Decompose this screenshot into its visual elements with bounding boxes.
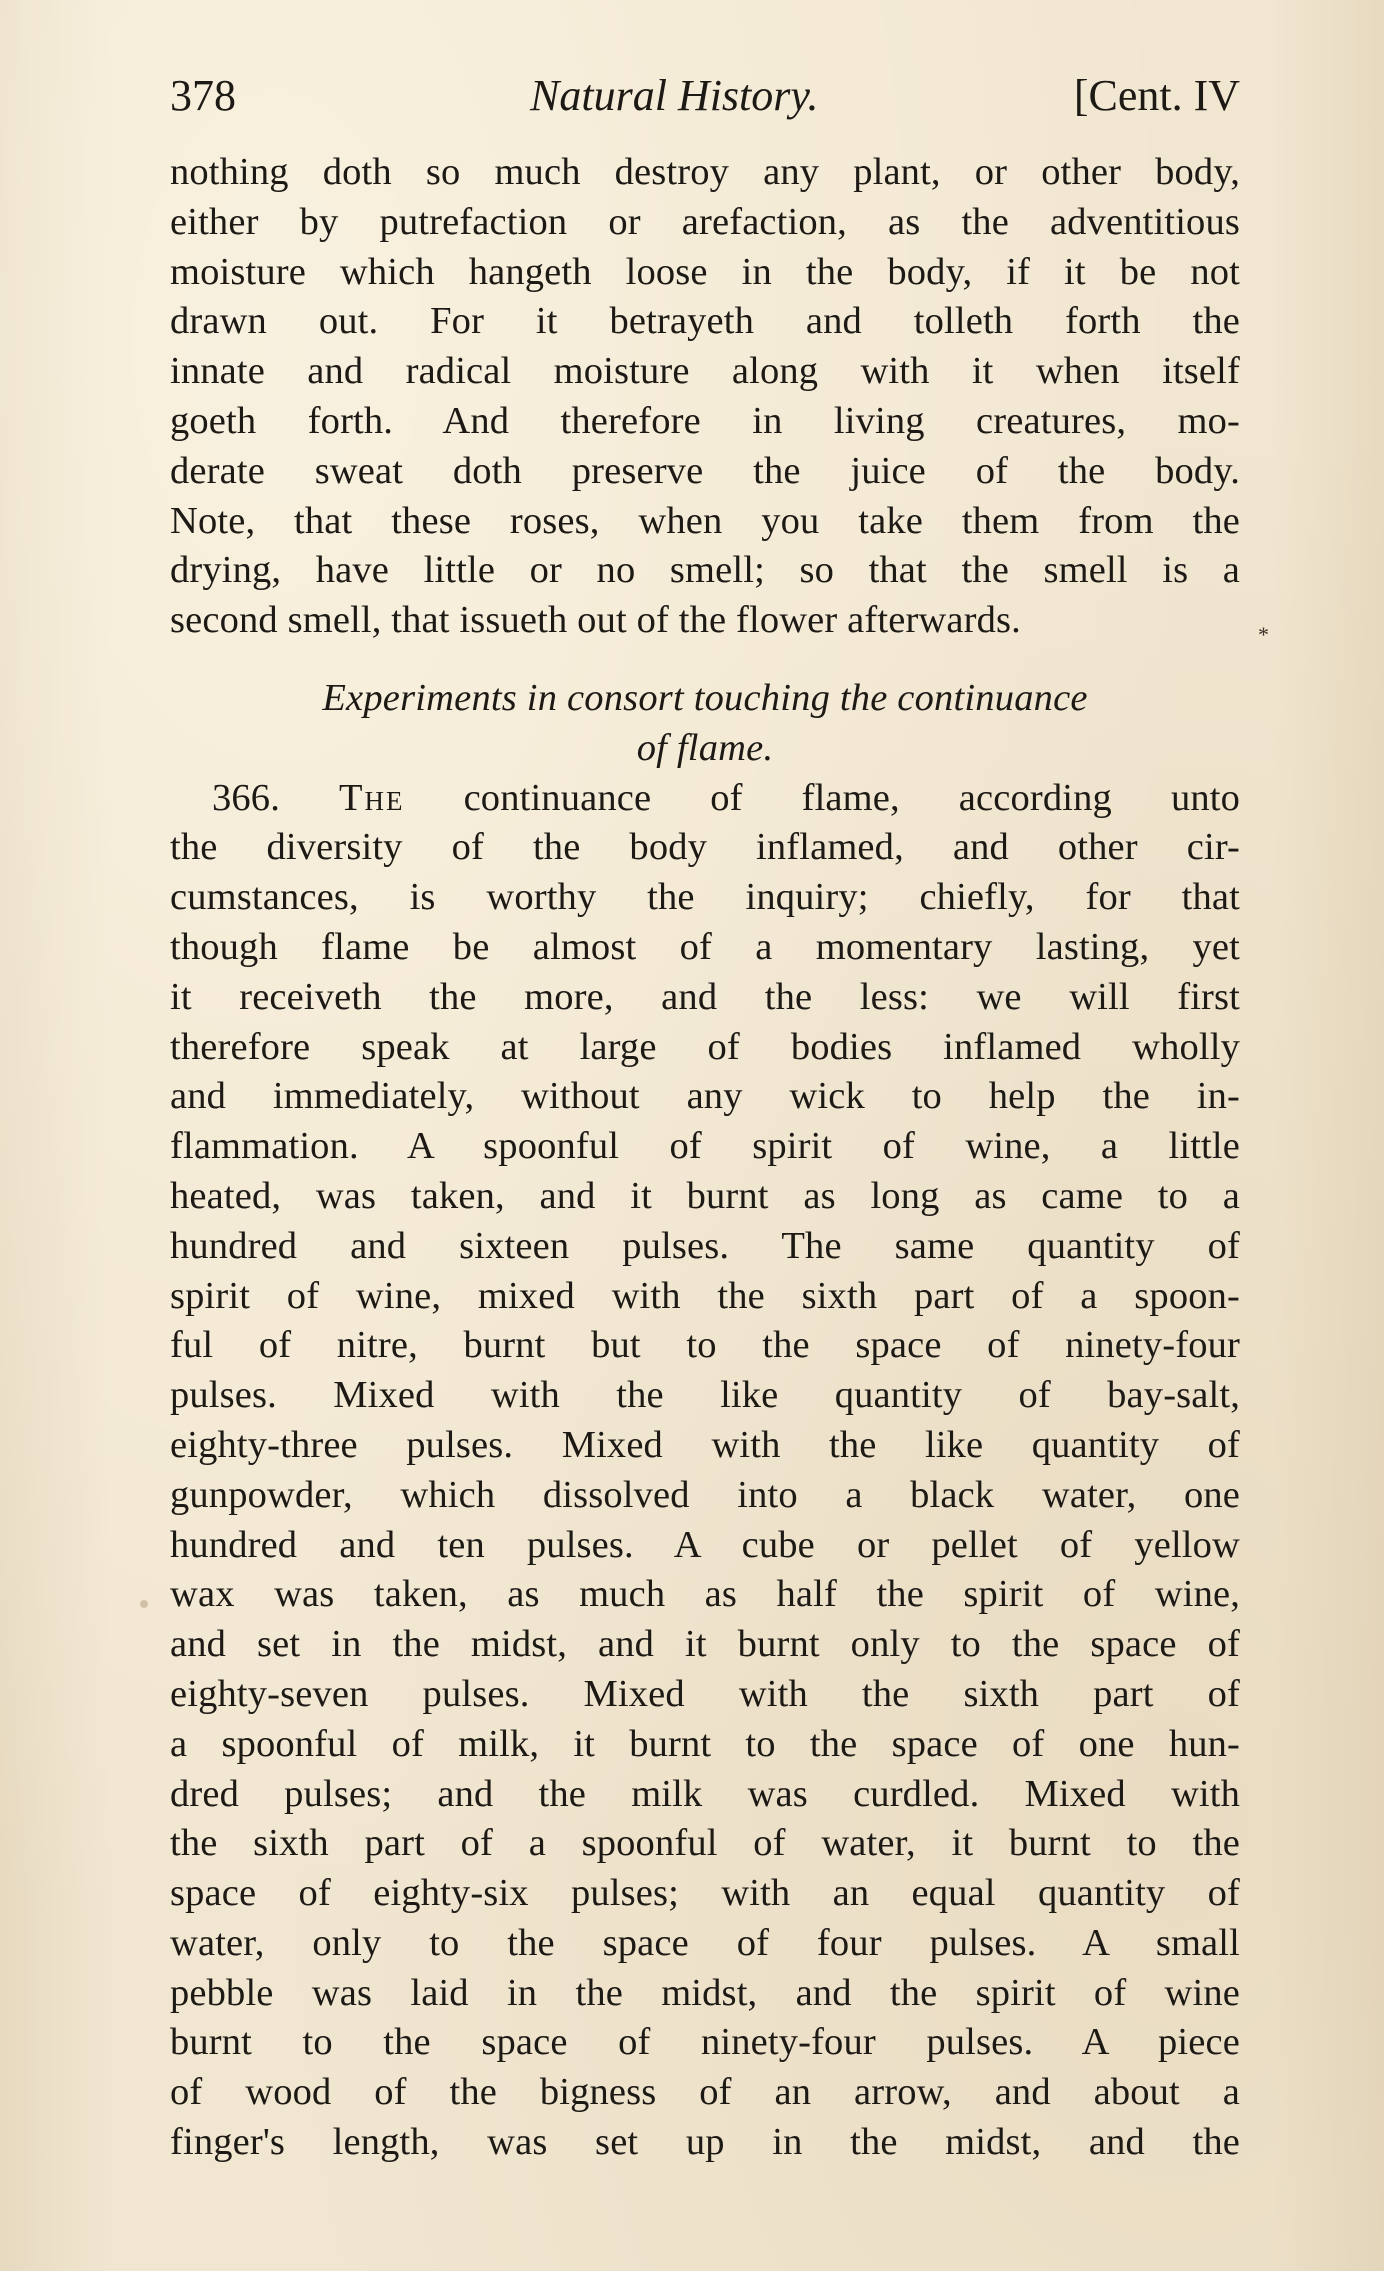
text-line: moisture which hangeth loose in the body, if it be not [170, 250, 1240, 293]
paragraph-first-line [170, 774, 1240, 824]
text-line: innate and radical moisture along with it when itself [170, 350, 1240, 393]
text-line: second smell, that issueth out of the flower afterwards. [170, 599, 1021, 642]
text-line: pebble was laid in the midst, and the spirit of wine [170, 1971, 1240, 2014]
text-line: flammation. A spoonful of spirit of wine, a little [170, 1125, 1240, 1168]
text-line: spirit of wine, mixed with the sixth part of a spoon- [170, 1274, 1240, 1317]
text-line: hundred and sixteen pulses. The same quantity of [170, 1224, 1240, 1267]
lead-word: The [339, 776, 405, 819]
text-line: either by putrefaction or arefaction, as the adventitious [170, 200, 1240, 243]
text-line: drawn out. For it betrayeth and tolleth forth the [170, 300, 1240, 343]
first-line-text: continuance of flame, according unto [463, 776, 1241, 819]
body-text [170, 148, 1240, 2168]
text-line: a spoonful of milk, it burnt to the space of one hun- [170, 1722, 1240, 1765]
text-line: space of eighty-six pulses; with an equal quantity of [170, 1872, 1240, 1915]
text-line: though flame be almost of a momentary lasting, yet [170, 925, 1240, 968]
text-line: eighty-three pulses. Mixed with the like quantity of [170, 1423, 1240, 1466]
section-reference: [Cent. IV [1073, 71, 1240, 120]
text-line: heated, was taken, and it burnt as long as came to a [170, 1174, 1240, 1217]
text-line: nothing doth so much destroy any plant, or other body, [170, 151, 1240, 193]
text-line: burnt to the space of ninety-four pulses. A piece [170, 2021, 1240, 2064]
text-line: gunpowder, which dissolved into a black water, one [170, 1473, 1240, 1516]
paragraph-366 [170, 774, 1240, 2168]
text-line: goeth forth. And therefore in living creatures, mo- [170, 399, 1240, 442]
text-line: wax was taken, as much as half the spirit of wine, [170, 1573, 1240, 1616]
text-line: derate sweat doth preserve the juice of the body. [170, 449, 1240, 492]
text-line: water, only to the space of four pulses. A small [170, 1921, 1240, 1964]
text-line: Note, that these roses, when you take them from the [170, 499, 1240, 542]
section-heading-line: Experiments in consort touching the continuance [322, 676, 1088, 719]
text-line: and immediately, without any wick to help the in- [170, 1075, 1240, 1118]
text-line: dred pulses; and the milk was curdled. Mixed with [170, 1772, 1240, 1815]
text-line: and set in the midst, and it burnt only to the space of [170, 1623, 1240, 1666]
page-header [170, 70, 1240, 130]
section-heading-line: of flame. [636, 726, 774, 769]
text-line: eighty-seven pulses. Mixed with the sixth part of [170, 1672, 1240, 1715]
text-line: it receiveth the more, and the less: we will first [170, 975, 1240, 1018]
margin-mark: * [1258, 622, 1269, 647]
text-line: ful of nitre, burnt but to the space of ninety-four [170, 1324, 1240, 1367]
text-line: hundred and ten pulses. A cube or pellet of yellow [170, 1523, 1240, 1566]
text-line: drying, have little or no smell; so that the smell is a [170, 549, 1240, 592]
text-line: of wood of the bigness of an arrow, and about a [170, 2071, 1240, 2114]
paragraph-continued [170, 148, 1240, 646]
page-number: 378 [170, 71, 236, 120]
paper-stain [140, 1600, 148, 1608]
text-line: therefore speak at large of bodies inflamed wholly [170, 1025, 1240, 1068]
text-line: the sixth part of a spoonful of water, it burnt to the [170, 1822, 1240, 1865]
paragraph-number: 366. [212, 776, 280, 819]
text-line: the diversity of the body inflamed, and other cir- [170, 826, 1240, 869]
text-line: pulses. Mixed with the like quantity of bay-salt, [170, 1374, 1240, 1417]
running-title: Natural History. [530, 71, 819, 120]
text-line: finger's length, was set up in the midst, and the [170, 2121, 1240, 2164]
section-heading [170, 674, 1240, 774]
text-line: cumstances, is worthy the inquiry; chiefly, for that [170, 876, 1240, 919]
spacer [170, 646, 1240, 674]
